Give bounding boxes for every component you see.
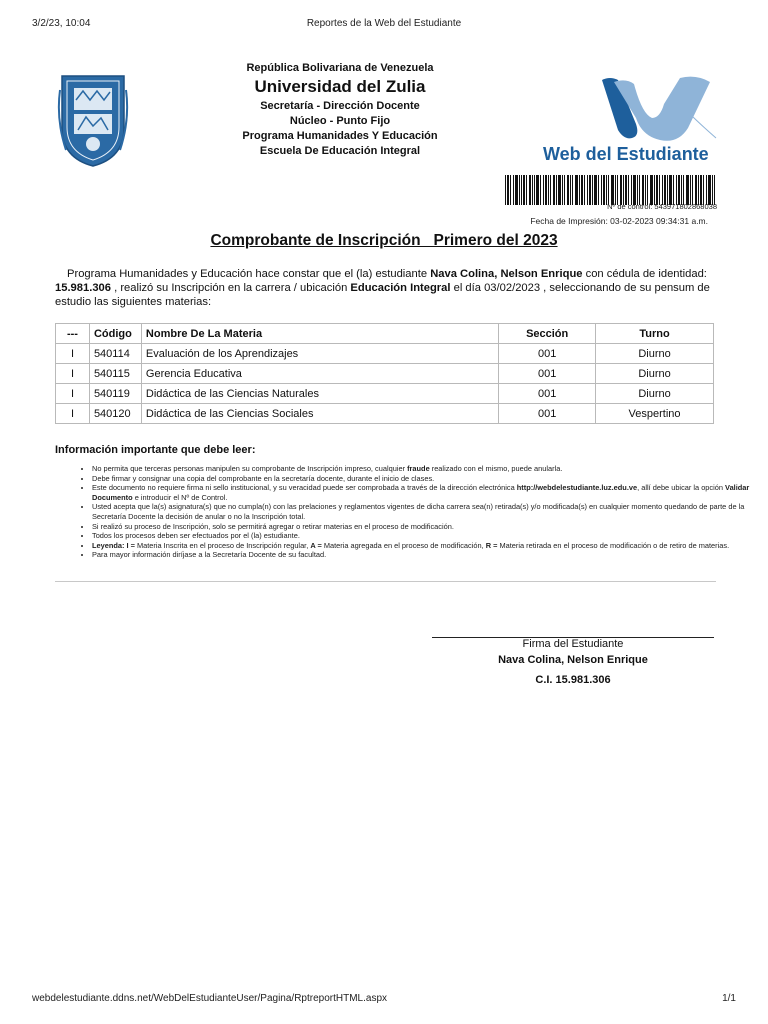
web-del-estudiante-logo (540, 74, 720, 166)
signature-name: Nava Colina, Nelson Enrique (498, 654, 648, 666)
note-text: e introducir el Nº de Control. (132, 492, 228, 502)
document-title: Comprobante de Inscripción Primero del 2023 (210, 232, 558, 249)
list-item (92, 483, 757, 502)
cell-seccion: 001 (499, 384, 596, 404)
cell-turno: Diurno (596, 364, 714, 384)
header-seccion: Sección (499, 324, 596, 344)
cell-nombre: Evaluación de los Aprendizajes (141, 344, 498, 364)
carrera: Educación Integral (350, 282, 451, 294)
control-number: Nº de control: 543971802868038 (607, 202, 717, 211)
cell-nombre: Gerencia Educativa (141, 364, 498, 384)
note-text: Este documento no requiere firma ni sello institucional, y su veracidad puede ser comprobada a través de la dirección electrónica (92, 483, 517, 493)
logo-text: Web del Estudiante (543, 144, 709, 164)
cell-status: I (56, 384, 90, 404)
signature-ci: C.I. 15.981.306 (535, 674, 611, 686)
table-row (56, 344, 714, 364)
cell-turno: Diurno (596, 344, 714, 364)
statement-text-2: con cédula de identidad: (582, 268, 707, 280)
print-url: webdelestudiante.ddns.net/WebDelEstudianteUser/Pagina/RptreportHTML.aspx (32, 993, 388, 1004)
table-header-row (56, 324, 714, 344)
republic-name: República Bolivariana de Venezuela (246, 62, 434, 74)
cell-seccion: 001 (499, 344, 596, 364)
statement-text-4: el día 03/02/2023 , seleccionando de su pensum de estudio las siguientes materias: (55, 282, 710, 308)
print-datetime: 3/2/23, 10:04 (32, 18, 91, 29)
cell-turno: Vespertino (596, 404, 714, 424)
cell-status: I (56, 364, 90, 384)
note-text: No permita que terceras personas manipulen su comprobante de Inscripción impreso, cualquier (92, 464, 408, 473)
header-codigo: Código (89, 324, 141, 344)
cell-codigo: 540120 (89, 404, 141, 424)
table-row (56, 384, 714, 404)
secretaria: Secretaría - Dirección Docente (260, 100, 420, 112)
note-text: Materia Inscrita en el proceso de Inscripción regular, (136, 540, 311, 550)
escuela: Escuela De Educación Integral (259, 145, 421, 157)
nucleo: Núcleo - Punto Fijo (289, 115, 391, 127)
subjects-table (55, 323, 714, 424)
barcode-icon (505, 175, 715, 205)
print-page-number: 1/1 (722, 993, 736, 1004)
note-text: Materia agregada en el proceso de modificación, (323, 540, 486, 550)
info-title: Información importante que debe leer: (55, 444, 256, 456)
validation-url: http://webdelestudiante.luz.edu.ve (516, 483, 638, 493)
list-item: • Para mayor información diríjase a la Secretaría Docente de su facultad. (92, 550, 757, 560)
note-bold: fraude (407, 464, 430, 473)
student-cedula: 15.981.306 (55, 282, 111, 294)
note-text: Materia retirada en el proceso de modificación o de retiro de materias. (499, 540, 730, 550)
table-row (56, 364, 714, 384)
print-date: Fecha de Impresión: 03-02-2023 09:34:31 a.m. (530, 216, 708, 226)
note-bold: Validar Documento (92, 483, 750, 502)
university-name: Universidad del Zulia (254, 77, 426, 96)
cell-turno: Diurno (596, 384, 714, 404)
cell-status: I (56, 344, 90, 364)
signature-label: Firma del Estudiante (522, 638, 624, 650)
cell-nombre: Didáctica de las Ciencias Sociales (141, 404, 498, 424)
note-text: realizado con el mismo, puede anularla. (429, 464, 563, 473)
print-page-title: Reportes de la Web del Estudiante (306, 18, 462, 29)
table-row (56, 404, 714, 424)
statement-paragraph (55, 267, 720, 309)
divider (55, 581, 716, 582)
header-status: --- (56, 324, 90, 344)
cell-seccion: 001 (499, 404, 596, 424)
programa: Programa Humanidades Y Educación (242, 130, 438, 142)
statement-text-1: Programa Humanidades y Educación hace constar que el (la) estudiante (67, 268, 431, 280)
header-turno: Turno (596, 324, 714, 344)
logo-mark-icon (540, 74, 720, 144)
info-list (55, 464, 757, 560)
university-seal-icon (56, 70, 130, 168)
cell-codigo: 540114 (89, 344, 141, 364)
cell-codigo: 540115 (89, 364, 141, 384)
list-item: • Debe firmar y consignar una copia del comprobante en la secretaría docente, durante el inicio de clases. (92, 474, 757, 484)
note-text: , allí debe ubicar la opción (637, 483, 726, 493)
cell-status: I (56, 404, 90, 424)
cell-codigo: 540119 (89, 384, 141, 404)
student-name: Nava Colina, Nelson Enrique (430, 268, 583, 280)
header-nombre: Nombre De La Materia (141, 324, 498, 344)
list-item: • Todos los procesos deben ser efectuados por el (la) estudiante. (92, 531, 757, 541)
statement-text-3: , realizó su Inscripción en la carrera / ubicación (111, 282, 351, 294)
list-item (92, 464, 757, 474)
list-item: • Usted acepta que la(s) asignatura(s) que no cumpla(n) con las prelaciones y reglamentos vigentes de dicha carrera sea(n) retirada(s) y/o modificada(s) en cualquier momento quedando de parte de la Secretaría Docente la decisión de anular o no la Inscripción total. (92, 502, 757, 521)
cell-nombre: Didáctica de las Ciencias Naturales (141, 384, 498, 404)
note-bold: A = (310, 540, 324, 550)
note-bold: Leyenda: I = (92, 540, 137, 550)
cell-seccion: 001 (499, 364, 596, 384)
note-bold: R = (485, 540, 500, 550)
list-item (92, 541, 757, 551)
list-item: • Si realizó su proceso de Inscripción, solo se permitirá agregar o retirar materias en el proceso de modificación. (92, 522, 757, 532)
